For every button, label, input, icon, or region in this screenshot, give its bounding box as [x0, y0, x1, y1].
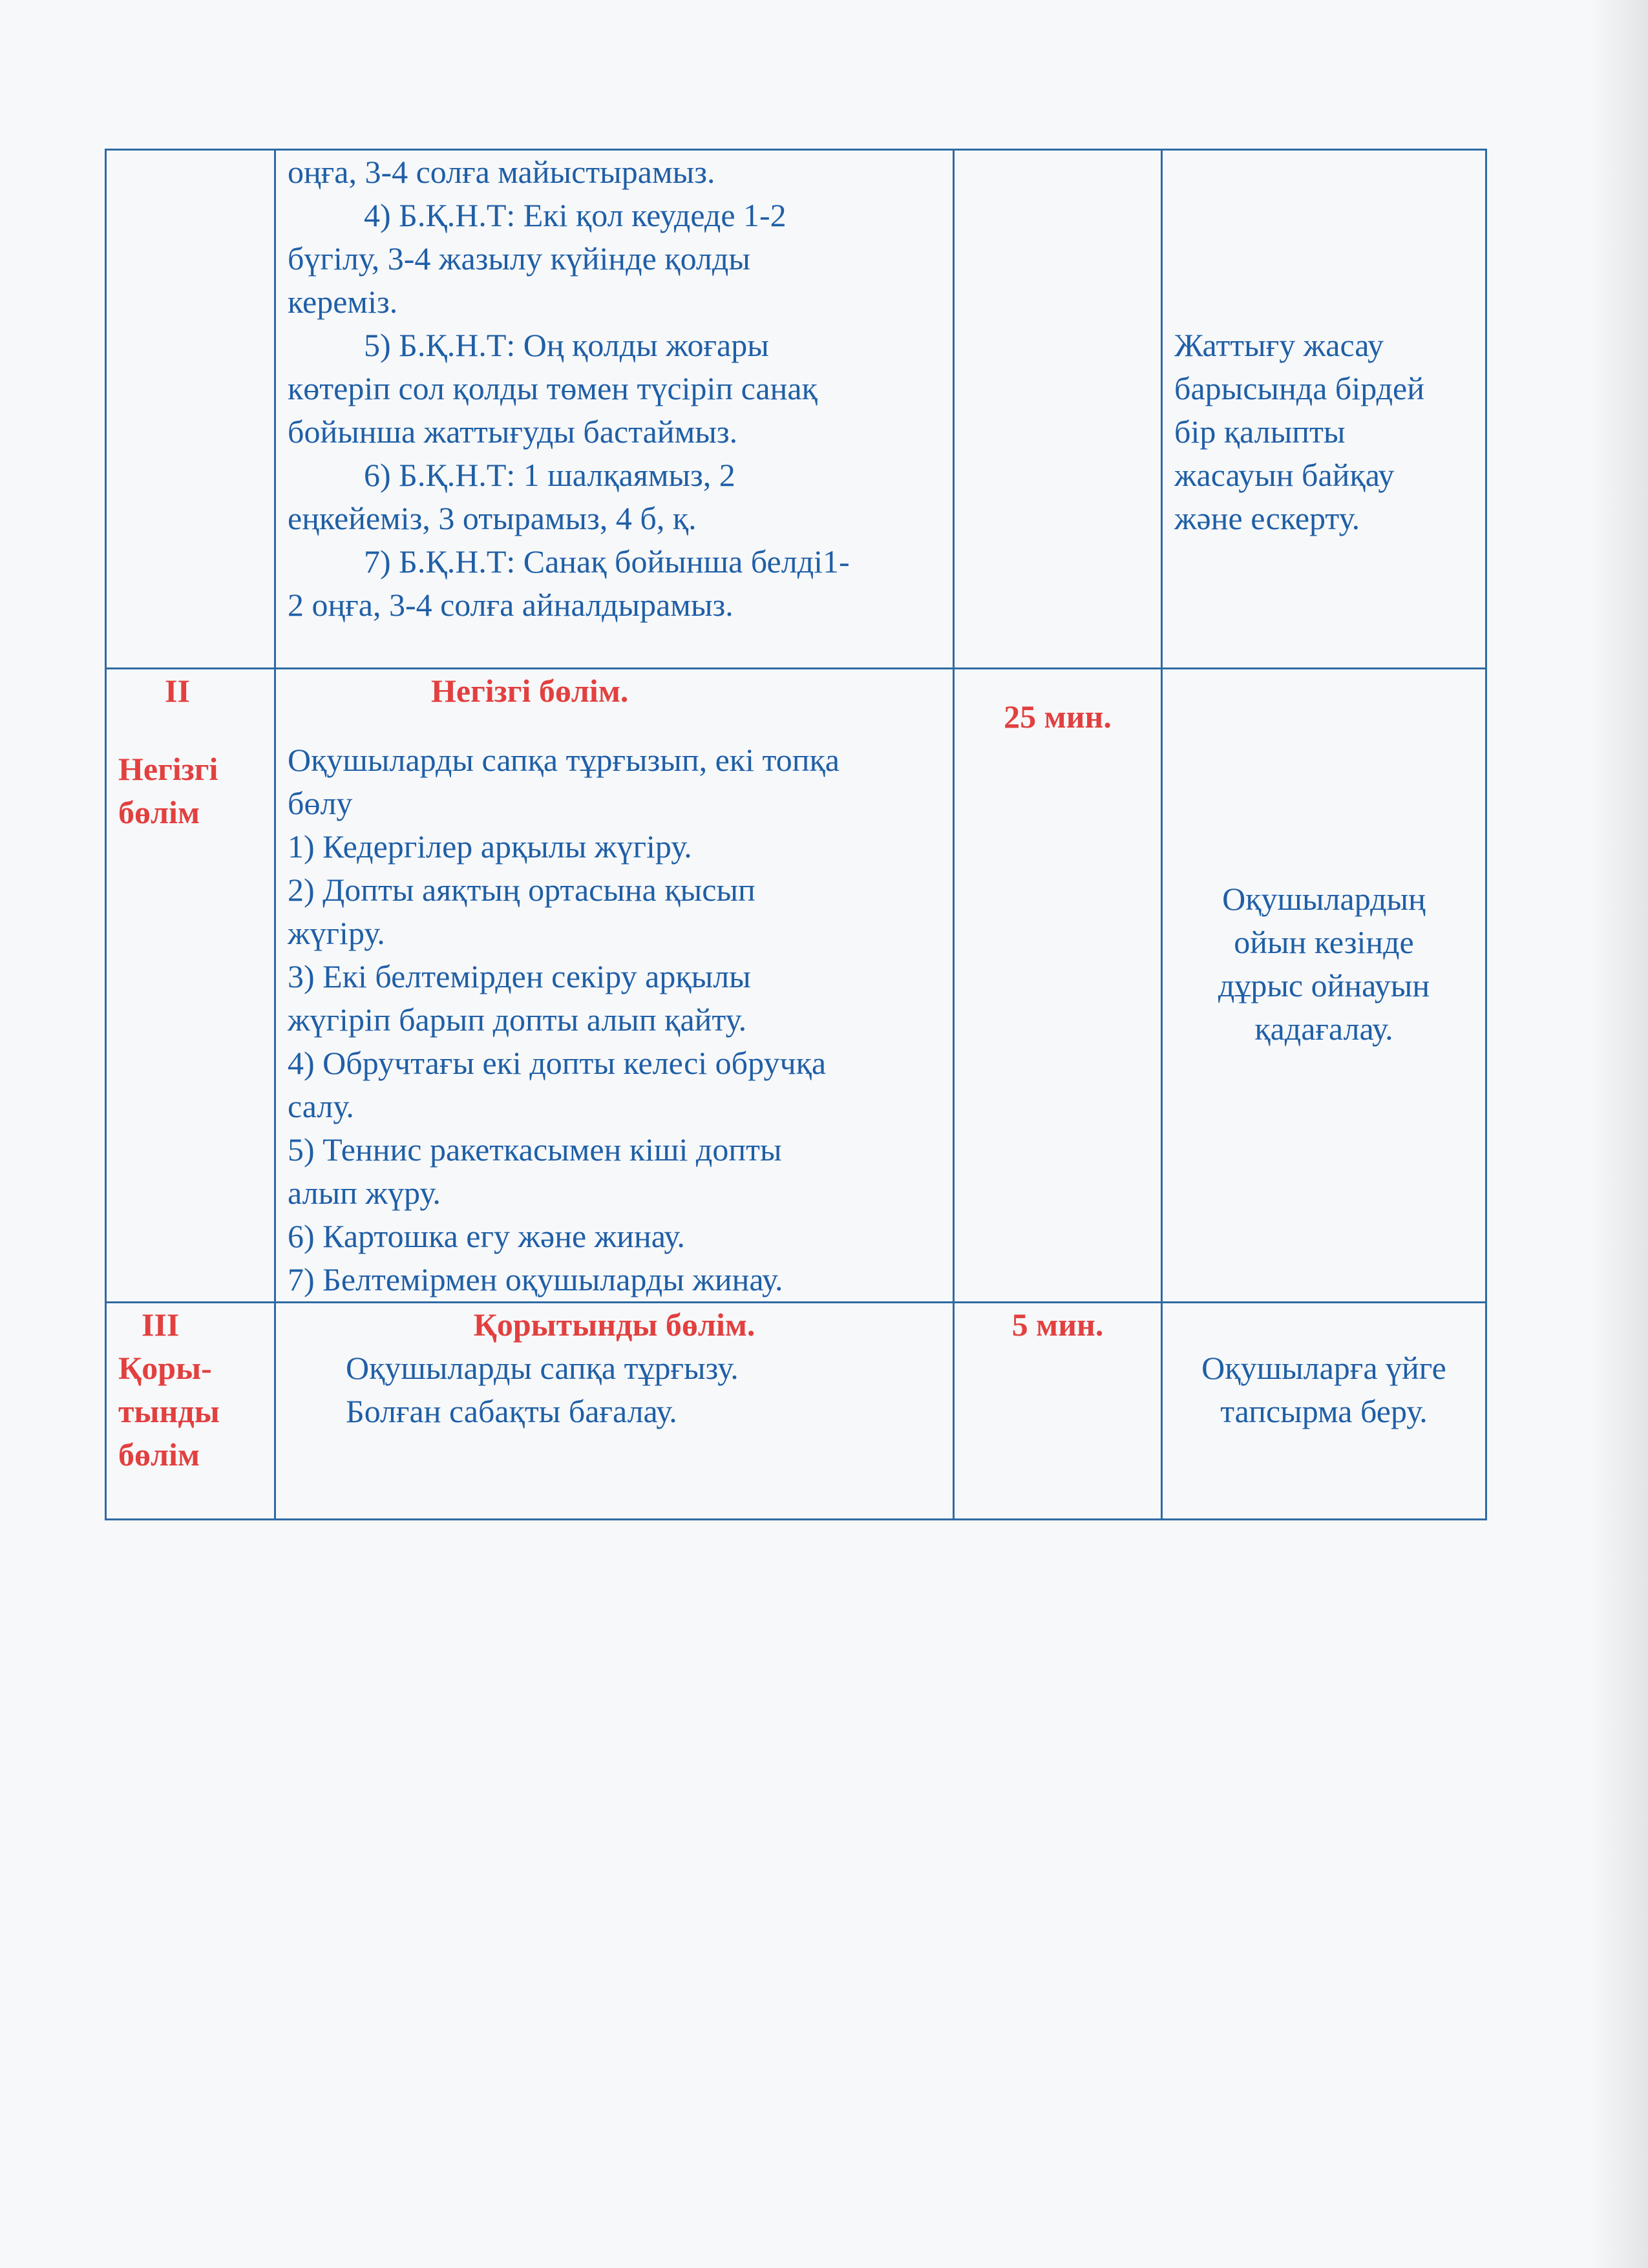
activity-line: көтеріп сол қолды төмен түсіріп санақ [288, 370, 818, 406]
activity-line: 6) Б.Қ.Н.Т: 1 шалқаямыз, 2 [364, 457, 735, 493]
activity-line: 5) Б.Қ.Н.Т: Оң қолды жоғары [364, 327, 769, 363]
time-cell-empty [954, 150, 1162, 669]
activity-item: жүгіріп барып допты алып қайту. [288, 1002, 747, 1038]
note-line: Оқушыларға үйге [1201, 1350, 1446, 1386]
duration-value: 25 мин. [1004, 698, 1112, 735]
section-number: II [165, 673, 190, 709]
activity-item: 5) Теннис ракеткасымен кіші допты [288, 1131, 782, 1168]
activity-item: Болған сабақты бағалау. [346, 1393, 677, 1429]
section-cell [106, 1303, 275, 1520]
note-line: дұрыс ойнауын [1218, 967, 1430, 1003]
note-line: қадағалау. [1254, 1011, 1393, 1047]
lesson-plan-table [105, 149, 1487, 1520]
activity-item: жүгіру. [288, 915, 385, 951]
page-edge-shadow [1590, 0, 1648, 2268]
activity-item: 1) Кедергілер арқылы жүгіру. [288, 828, 692, 865]
intro-line: бөлу [288, 785, 353, 821]
activity-line: еңкейеміз, 3 отырамыз, 4 б, қ. [288, 500, 697, 536]
duration-value: 5 мин. [1011, 1307, 1104, 1343]
activities-cell [275, 150, 954, 669]
activity-line: кереміз. [288, 284, 398, 320]
activity-line: оңға, 3-4 солға майыстырамыз. [288, 154, 715, 190]
activity-line: бүгілу, 3-4 жазылу күйінде қолды [288, 240, 750, 277]
time-cell [954, 1303, 1162, 1520]
time-cell [954, 669, 1162, 1303]
activity-item: 6) Картошка егу және жинау. [288, 1218, 685, 1254]
activity-line: 2 оңға, 3-4 солға айналдырамыз. [288, 587, 734, 623]
activities-cell [275, 1303, 954, 1520]
activity-item: 3) Екі белтемірден секіру арқылы [288, 958, 751, 994]
activity-item: 4) Обручтағы екі допты келесі обручқа [288, 1045, 827, 1081]
activities-cell [275, 669, 954, 1303]
section-cell [106, 669, 275, 1303]
table-row-warmup [106, 150, 1486, 669]
note-cell [1162, 669, 1486, 1303]
table-row-conclusion [106, 1303, 1486, 1520]
section-name-line: бөлім [118, 794, 200, 830]
activity-line: 7) Б.Қ.Н.Т: Санақ бойынша белді1- [364, 543, 850, 580]
note-line: Жаттығу жасау [1174, 327, 1384, 363]
note-line: Оқушылардың [1222, 881, 1426, 917]
activity-item: алып жүру. [288, 1175, 441, 1211]
section-heading: Қорытынды бөлім. [473, 1307, 755, 1343]
note-line: бір қалыпты [1174, 414, 1346, 450]
note-line: барысында бірдей [1174, 370, 1424, 406]
note-line: ойын кезінде [1234, 924, 1414, 960]
note-cell [1162, 150, 1486, 669]
section-number: III [142, 1307, 180, 1343]
note-line: тапсырма беру. [1220, 1393, 1428, 1429]
activity-line: 4) Б.Қ.Н.Т: Екі қол кеудеде 1-2 [364, 197, 787, 233]
intro-line: Оқушыларды сапқа тұрғызып, екі топқа [288, 742, 840, 778]
section-cell-empty [106, 150, 275, 669]
section-name-line: тынды [118, 1393, 220, 1429]
section-name-line: Қоры- [118, 1350, 212, 1386]
section-heading: Негізгі бөлім. [431, 673, 629, 709]
activity-item: 7) Белтемірмен оқушыларды жинау. [288, 1261, 783, 1297]
activity-item: Оқушыларды сапқа тұрғызу. [346, 1350, 739, 1386]
note-line: жасауын байқау [1174, 457, 1395, 493]
activity-line: бойынша жаттығуды бастаймыз. [288, 414, 738, 450]
table-row-main-part [106, 669, 1486, 1303]
activity-item: салу. [288, 1088, 354, 1124]
activity-item: 2) Допты аяқтың ортасына қысып [288, 872, 755, 908]
section-name-line: бөлім [118, 1436, 200, 1473]
section-name-line: Негізгі [118, 751, 218, 787]
note-line: және ескерту. [1174, 500, 1360, 536]
note-cell [1162, 1303, 1486, 1520]
